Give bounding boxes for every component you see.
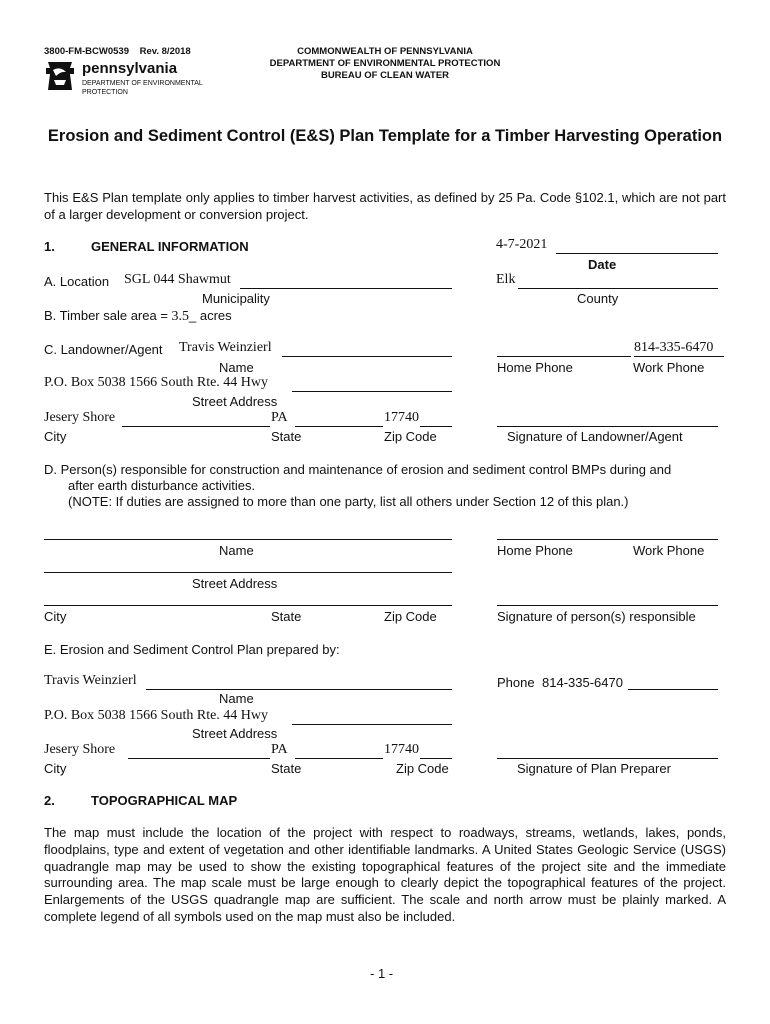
d-street-label: Street Address <box>192 576 278 591</box>
form-rev: Rev. 8/2018 <box>139 46 191 57</box>
date-value[interactable]: 4-7-2021 <box>496 237 548 252</box>
e-city-underline <box>128 758 270 759</box>
timber-label: B. Timber sale area = <box>44 308 172 323</box>
d-text-line2: after earth disturbance activities. <box>68 478 256 493</box>
e-state-value[interactable]: PA <box>271 742 288 757</box>
d-city-label: City <box>44 609 67 624</box>
e-name-underline <box>146 689 452 690</box>
d-name-line[interactable] <box>44 539 452 540</box>
d-text-line1: D. Person(s) responsible for construction and maintenance of erosion and sediment control BMPs during and <box>44 462 672 477</box>
e-zip-underline <box>420 758 452 759</box>
page-title: Erosion and Sediment Control (E&S) Plan Template for a Timber Harvesting Operation <box>47 127 723 145</box>
e-signature-label: Signature of Plan Preparer <box>517 761 671 776</box>
header-department: DEPARTMENT OF ENVIRONMENTAL PROTECTION <box>269 58 501 69</box>
e-signature-line[interactable] <box>497 758 718 759</box>
zip-value[interactable]: 17740 <box>384 410 419 425</box>
section1-number: 1. <box>44 239 55 254</box>
landowner-signature-line[interactable] <box>497 426 718 427</box>
zip-underline <box>420 426 452 427</box>
landowner-name-label: Name <box>219 360 254 375</box>
e-label: E. Erosion and Sediment Control Plan prepared by: <box>44 642 340 657</box>
form-id-text: 3800-FM-BCW0539 <box>44 46 129 57</box>
city-value[interactable]: Jesery Shore <box>44 410 116 425</box>
municipality-label: Municipality <box>202 291 270 306</box>
d-text-note: (NOTE: If duties are assigned to more than one party, list all others under Section 12 of this plan.) <box>68 494 629 509</box>
state-label: State <box>271 429 302 444</box>
street-value[interactable]: P.O. Box 5038 1566 South Rte. 44 Hwy <box>44 375 269 390</box>
e-city-value[interactable]: Jesery Shore <box>44 742 116 757</box>
logo-wordmark: pennsylvania <box>82 60 178 77</box>
page-number: - 1 - <box>370 966 394 981</box>
landowner-value[interactable]: Travis Weinzierl <box>179 340 272 355</box>
d-state-label: State <box>271 609 302 624</box>
logo-dept <box>82 79 203 97</box>
e-phone-value[interactable]: 814-335-6470 <box>542 675 623 690</box>
home-phone-underline <box>497 356 631 357</box>
d-street-line[interactable] <box>44 572 452 573</box>
location-underline <box>240 288 452 289</box>
form-id <box>44 46 191 57</box>
section1-heading: GENERAL INFORMATION <box>91 239 249 254</box>
d-phone-line[interactable] <box>497 539 718 540</box>
street-label: Street Address <box>192 394 278 409</box>
logo-dept-line1: DEPARTMENT OF ENVIRONMENTAL <box>82 80 203 87</box>
intro-paragraph: This E&S Plan template only applies to timber harvest activities, as defined by 25 Pa. Code §102.1, which are not part of a larger development or conversion project. <box>44 190 726 222</box>
section2-heading: TOPOGRAPHICAL MAP <box>91 793 238 808</box>
section2-number: 2. <box>44 793 55 808</box>
work-phone-label: Work Phone <box>633 360 705 375</box>
state-value[interactable]: PA <box>271 410 288 425</box>
location-label: A. Location <box>44 274 110 289</box>
county-label: County <box>577 291 619 306</box>
date-underline <box>556 253 718 254</box>
header-commonwealth: COMMONWEALTH OF PENNSYLVANIA <box>297 46 473 57</box>
logo-dept-line2: PROTECTION <box>82 89 128 96</box>
home-phone-label: Home Phone <box>497 360 573 375</box>
timber-unit: _ acres <box>189 308 232 323</box>
work-phone-underline <box>634 356 724 357</box>
location-value[interactable]: SGL 044 Shawmut <box>124 272 231 287</box>
date-label: Date <box>588 257 617 272</box>
pa-keystone-logo-icon <box>44 60 76 94</box>
d-zip-label: Zip Code <box>384 609 437 624</box>
e-state-label: State <box>271 761 302 776</box>
e-zip-value[interactable]: 17740 <box>384 742 419 757</box>
state-underline <box>295 426 383 427</box>
d-city-line[interactable] <box>44 605 452 606</box>
e-name-value[interactable]: Travis Weinzierl <box>44 673 137 688</box>
d-name-label: Name <box>219 543 254 558</box>
d-work-phone-label: Work Phone <box>633 543 705 558</box>
e-phone-underline <box>628 689 718 690</box>
e-street-label: Street Address <box>192 726 278 741</box>
zip-label: Zip Code <box>384 429 437 444</box>
street-underline <box>292 391 452 392</box>
e-name-label: Name <box>219 691 254 706</box>
d-signature-label: Signature of person(s) responsible <box>497 609 696 624</box>
timber-value[interactable]: 3.5 <box>171 309 190 324</box>
landowner-label: C. Landowner/Agent <box>44 342 163 357</box>
header-bureau: BUREAU OF CLEAN WATER <box>320 70 450 81</box>
e-phone-label: Phone <box>497 675 535 690</box>
county-value[interactable]: Elk <box>496 272 516 287</box>
city-label: City <box>44 429 67 444</box>
landowner-signature-label: Signature of Landowner/Agent <box>507 429 683 444</box>
timber-sale-area <box>44 307 232 325</box>
section2-paragraph: The map must include the location of the project with respect to roadways, streams, wetlands, lakes, ponds, floodplains, type and extent of vegetation and other identifiable landmarks. A United States Geologic Service (USGS) quadrangle map may be used to show the existing topographical features of the project site and the immediate surrounding area. The map scale must be large enough to clearly depict the topographical features of the project. Enlargements of the USGS quadrangle map are sufficient. The scale and north arrow must be plainly marked. A complete legend of all symbols used on the map must also be included. <box>44 825 726 924</box>
work-phone-value[interactable]: 814-335-6470 <box>634 340 714 355</box>
d-signature-line[interactable] <box>497 605 718 606</box>
landowner-underline <box>282 356 452 357</box>
d-home-phone-label: Home Phone <box>497 543 573 558</box>
e-street-value[interactable]: P.O. Box 5038 1566 South Rte. 44 Hwy <box>44 708 269 723</box>
e-city-label: City <box>44 761 67 776</box>
city-underline <box>122 426 270 427</box>
e-zip-label: Zip Code <box>396 761 449 776</box>
e-street-underline <box>292 724 452 725</box>
e-state-underline <box>295 758 383 759</box>
county-underline <box>518 288 718 289</box>
